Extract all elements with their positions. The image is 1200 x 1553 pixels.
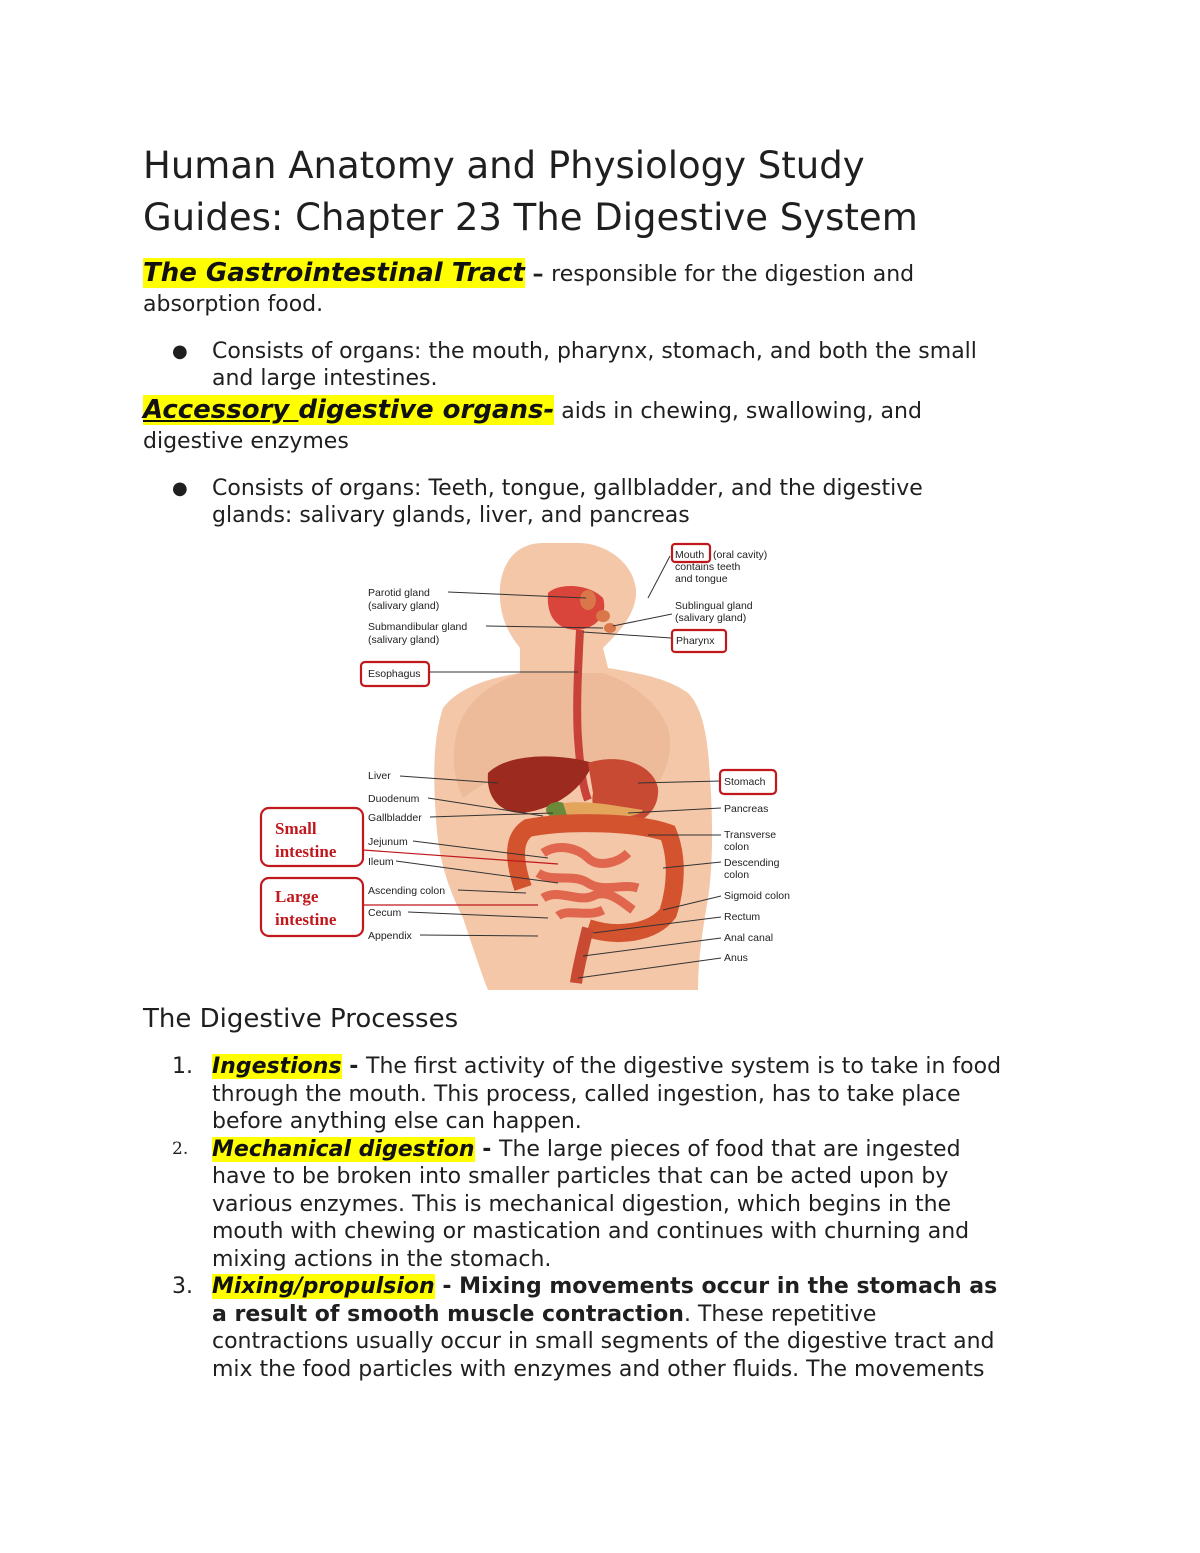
mouth-label: Mouth: [675, 549, 705, 561]
esophagus-label: Esophagus: [368, 668, 421, 680]
large-intestine-label: Large: [275, 887, 319, 906]
svg-text:colon: colon: [724, 841, 750, 853]
gi-tract-definition: The Gastrointestinal Tract – responsible for the digestion and absorption food.: [143, 258, 915, 317]
pancreas-label: Pancreas: [724, 803, 769, 815]
svg-text:intestine: intestine: [275, 842, 337, 861]
small-intestine-label: Small: [275, 819, 317, 838]
stomach-label: Stomach: [724, 776, 766, 788]
parotid-label: Parotid gland: [368, 587, 430, 599]
pharynx-label: Pharynx: [676, 635, 715, 647]
gallbladder-label: Gallbladder: [368, 812, 422, 824]
processes-heading: The Digestive Processes: [143, 1004, 459, 1034]
ileum-label: Ileum: [368, 856, 394, 868]
svg-text:intestine: intestine: [275, 910, 337, 929]
duodenum-label: Duodenum: [368, 793, 420, 805]
liver-label: Liver: [368, 770, 391, 782]
mechanical-digestion-term: Mechanical digestion: [212, 1136, 475, 1162]
list-item: 1. Ingestions - The first activity of the digestive system is to take in food through the mouth. This process, called ingestion, has to take place before anything else can happen.: [172, 1054, 1002, 1134]
bullet-icon: ●: [172, 478, 188, 499]
sigmoid-colon-label: Sigmoid colon: [724, 890, 790, 902]
descending-colon-label: Descending: [724, 857, 780, 869]
accessory-definition: Accessory digestive organs- aids in chewing, swallowing, and digestive enzymes: [143, 395, 922, 454]
page-title: Human Anatomy and Physiology Study Guides: Chapter 23 The Digestive System: [143, 144, 918, 239]
svg-text:(salivary gland): (salivary gland): [675, 612, 747, 624]
mixing-propulsion-term: Mixing/propulsion: [212, 1274, 435, 1299]
submandibular-label: Submandibular gland: [368, 621, 468, 633]
digestive-system-figure: [258, 538, 818, 990]
appendix-label: Appendix: [368, 930, 412, 942]
accessory-term: Accessory digestive organs-: [143, 395, 555, 425]
gi-tract-bullet: ● Consists of organs: the mouth, pharynx, stomach, and both the small and large intestines.: [172, 339, 977, 391]
bullet-icon: ●: [172, 341, 188, 362]
accessory-bullet: ● Consists of organs: Teeth, tongue, gallbladder, and the digestive glands: salivary glands, liver, and pancreas: [172, 476, 923, 528]
list-item: 3. Mixing/propulsion - Mixing movements occur in the stomach as a result of smooth muscle contraction. These repetitive contractions usually occur in small segments of the digestive tract and mix the food particles with enzymes and other fluids. The movements: [172, 1274, 998, 1382]
svg-text:(salivary gland): (salivary gland): [368, 600, 440, 612]
cecum-label: Cecum: [368, 907, 402, 919]
sublingual-label: Sublingual gland: [675, 600, 753, 612]
ingestions-term: Ingestions: [212, 1054, 342, 1079]
transverse-colon-label: Transverse: [724, 829, 777, 841]
svg-text:colon: colon: [724, 869, 750, 881]
rectum-label: Rectum: [724, 911, 761, 923]
anal-canal-label: Anal canal: [724, 932, 774, 944]
processes-list: [172, 1053, 1052, 1383]
svg-text:(salivary gland): (salivary gland): [368, 634, 440, 646]
svg-text:contains teeth: contains teeth: [675, 561, 741, 573]
ascending-colon-label: Ascending colon: [368, 885, 446, 897]
svg-text:and tongue: and tongue: [675, 573, 728, 585]
gi-tract-term: The Gastrointestinal Tract: [143, 258, 525, 288]
jejunum-label: Jejunum: [368, 836, 408, 848]
svg-text:(oral cavity): (oral cavity): [713, 549, 768, 561]
list-item: 2. Mechanical digestion - The large pieces of food that are ingested have to be broken into smaller particles that can be acted upon by various enzymes. This is mechanical digestion, which begins in the mouth with chewing or mastication and continues with churning and mixing actions in the stomach.: [172, 1136, 970, 1272]
anus-label: Anus: [724, 952, 748, 964]
